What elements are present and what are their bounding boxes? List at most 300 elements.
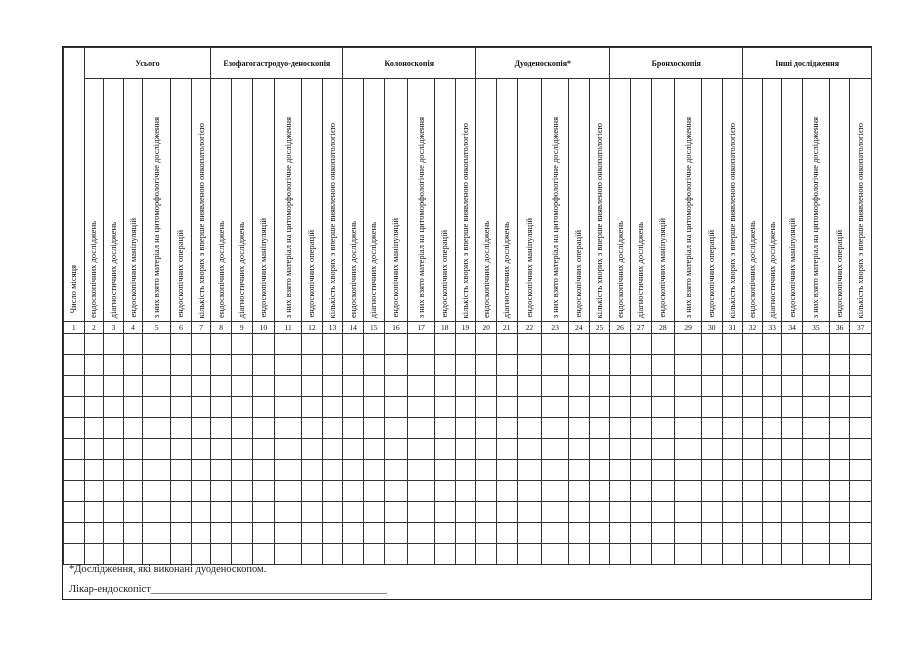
input-cell[interactable] (123, 481, 143, 502)
input-cell[interactable] (476, 355, 497, 376)
input-cell[interactable] (275, 523, 302, 544)
input-cell[interactable] (589, 418, 610, 439)
input-cell[interactable] (123, 439, 143, 460)
input-cell[interactable] (384, 418, 408, 439)
input-cell[interactable] (610, 376, 631, 397)
input-cell[interactable] (517, 376, 542, 397)
input-cell[interactable] (722, 502, 743, 523)
input-cell[interactable] (630, 460, 651, 481)
input-cell[interactable] (384, 334, 408, 355)
input-cell[interactable] (722, 418, 743, 439)
input-cell[interactable] (589, 523, 610, 544)
input-cell[interactable] (517, 544, 542, 565)
input-cell[interactable] (171, 460, 192, 481)
input-cell[interactable] (743, 376, 763, 397)
input-cell[interactable] (589, 502, 610, 523)
input-cell[interactable] (829, 439, 850, 460)
input-cell[interactable] (569, 355, 590, 376)
input-cell[interactable] (630, 481, 651, 502)
input-cell[interactable] (435, 334, 456, 355)
input-cell[interactable] (84, 355, 104, 376)
input-cell[interactable] (630, 439, 651, 460)
input-cell[interactable] (231, 481, 252, 502)
input-cell[interactable] (322, 355, 343, 376)
input-cell[interactable] (569, 502, 590, 523)
input-cell[interactable] (252, 376, 275, 397)
input-cell[interactable] (211, 502, 232, 523)
input-cell[interactable] (143, 397, 171, 418)
input-cell[interactable] (64, 481, 85, 502)
input-cell[interactable] (343, 397, 364, 418)
input-cell[interactable] (64, 334, 85, 355)
input-cell[interactable] (496, 439, 517, 460)
input-cell[interactable] (722, 460, 743, 481)
input-cell[interactable] (610, 523, 631, 544)
input-cell[interactable] (722, 334, 743, 355)
input-cell[interactable] (829, 460, 850, 481)
input-cell[interactable] (762, 376, 782, 397)
input-cell[interactable] (384, 376, 408, 397)
input-cell[interactable] (84, 460, 104, 481)
input-cell[interactable] (435, 355, 456, 376)
input-cell[interactable] (64, 397, 85, 418)
input-cell[interactable] (802, 523, 829, 544)
input-cell[interactable] (455, 397, 476, 418)
input-cell[interactable] (275, 460, 302, 481)
input-cell[interactable] (496, 376, 517, 397)
input-cell[interactable] (302, 460, 323, 481)
input-cell[interactable] (191, 355, 211, 376)
input-cell[interactable] (143, 376, 171, 397)
input-cell[interactable] (322, 544, 343, 565)
input-cell[interactable] (363, 376, 384, 397)
input-cell[interactable] (363, 481, 384, 502)
input-cell[interactable] (802, 439, 829, 460)
input-cell[interactable] (231, 334, 252, 355)
input-cell[interactable] (384, 397, 408, 418)
input-cell[interactable] (143, 523, 171, 544)
input-cell[interactable] (231, 523, 252, 544)
input-cell[interactable] (211, 376, 232, 397)
input-cell[interactable] (275, 355, 302, 376)
input-cell[interactable] (743, 544, 763, 565)
input-cell[interactable] (252, 502, 275, 523)
input-cell[interactable] (651, 544, 675, 565)
input-cell[interactable] (84, 502, 104, 523)
input-cell[interactable] (363, 397, 384, 418)
input-cell[interactable] (455, 460, 476, 481)
input-cell[interactable] (517, 439, 542, 460)
input-cell[interactable] (517, 334, 542, 355)
input-cell[interactable] (408, 523, 435, 544)
input-cell[interactable] (435, 502, 456, 523)
input-cell[interactable] (302, 418, 323, 439)
input-cell[interactable] (701, 397, 722, 418)
input-cell[interactable] (802, 334, 829, 355)
input-cell[interactable] (743, 418, 763, 439)
input-cell[interactable] (610, 418, 631, 439)
input-cell[interactable] (762, 502, 782, 523)
input-cell[interactable] (630, 502, 651, 523)
input-cell[interactable] (589, 460, 610, 481)
input-cell[interactable] (252, 523, 275, 544)
input-cell[interactable] (455, 439, 476, 460)
input-cell[interactable] (252, 460, 275, 481)
input-cell[interactable] (701, 460, 722, 481)
input-cell[interactable] (231, 397, 252, 418)
input-cell[interactable] (675, 523, 702, 544)
input-cell[interactable] (302, 523, 323, 544)
input-cell[interactable] (64, 544, 85, 565)
input-cell[interactable] (104, 397, 124, 418)
input-cell[interactable] (476, 334, 497, 355)
input-cell[interactable] (542, 481, 569, 502)
input-cell[interactable] (589, 544, 610, 565)
input-cell[interactable] (542, 397, 569, 418)
input-cell[interactable] (476, 481, 497, 502)
input-cell[interactable] (191, 523, 211, 544)
input-cell[interactable] (589, 481, 610, 502)
input-cell[interactable] (782, 523, 803, 544)
input-cell[interactable] (701, 544, 722, 565)
input-cell[interactable] (143, 460, 171, 481)
input-cell[interactable] (84, 397, 104, 418)
input-cell[interactable] (701, 523, 722, 544)
input-cell[interactable] (782, 481, 803, 502)
input-cell[interactable] (651, 460, 675, 481)
input-cell[interactable] (252, 355, 275, 376)
input-cell[interactable] (476, 502, 497, 523)
input-cell[interactable] (651, 481, 675, 502)
input-cell[interactable] (496, 355, 517, 376)
input-cell[interactable] (829, 481, 850, 502)
input-cell[interactable] (408, 418, 435, 439)
input-cell[interactable] (191, 481, 211, 502)
input-cell[interactable] (589, 397, 610, 418)
input-cell[interactable] (610, 397, 631, 418)
input-cell[interactable] (171, 334, 192, 355)
input-cell[interactable] (569, 397, 590, 418)
input-cell[interactable] (211, 460, 232, 481)
input-cell[interactable] (275, 544, 302, 565)
input-cell[interactable] (630, 397, 651, 418)
input-cell[interactable] (762, 523, 782, 544)
input-cell[interactable] (64, 523, 85, 544)
input-cell[interactable] (782, 439, 803, 460)
input-cell[interactable] (322, 397, 343, 418)
input-cell[interactable] (343, 376, 364, 397)
input-cell[interactable] (542, 418, 569, 439)
input-cell[interactable] (343, 544, 364, 565)
input-cell[interactable] (802, 481, 829, 502)
input-cell[interactable] (231, 502, 252, 523)
input-cell[interactable] (762, 418, 782, 439)
input-cell[interactable] (496, 397, 517, 418)
input-cell[interactable] (143, 418, 171, 439)
input-cell[interactable] (802, 418, 829, 439)
input-cell[interactable] (542, 439, 569, 460)
input-cell[interactable] (675, 334, 702, 355)
input-cell[interactable] (363, 439, 384, 460)
input-cell[interactable] (651, 355, 675, 376)
input-cell[interactable] (569, 439, 590, 460)
input-cell[interactable] (343, 355, 364, 376)
input-cell[interactable] (231, 460, 252, 481)
input-cell[interactable] (701, 418, 722, 439)
input-cell[interactable] (651, 397, 675, 418)
input-cell[interactable] (455, 502, 476, 523)
input-cell[interactable] (84, 523, 104, 544)
input-cell[interactable] (476, 439, 497, 460)
input-cell[interactable] (322, 376, 343, 397)
input-cell[interactable] (743, 355, 763, 376)
input-cell[interactable] (322, 439, 343, 460)
input-cell[interactable] (343, 439, 364, 460)
input-cell[interactable] (104, 502, 124, 523)
input-cell[interactable] (123, 523, 143, 544)
input-cell[interactable] (322, 481, 343, 502)
input-cell[interactable] (123, 397, 143, 418)
input-cell[interactable] (782, 418, 803, 439)
input-cell[interactable] (104, 355, 124, 376)
input-cell[interactable] (143, 544, 171, 565)
input-cell[interactable] (104, 439, 124, 460)
input-cell[interactable] (384, 460, 408, 481)
input-cell[interactable] (496, 334, 517, 355)
input-cell[interactable] (610, 355, 631, 376)
input-cell[interactable] (630, 544, 651, 565)
input-cell[interactable] (435, 376, 456, 397)
input-cell[interactable] (589, 334, 610, 355)
input-cell[interactable] (363, 460, 384, 481)
input-cell[interactable] (302, 397, 323, 418)
input-cell[interactable] (84, 481, 104, 502)
input-cell[interactable] (384, 439, 408, 460)
input-cell[interactable] (104, 460, 124, 481)
input-cell[interactable] (542, 460, 569, 481)
input-cell[interactable] (517, 355, 542, 376)
input-cell[interactable] (211, 418, 232, 439)
input-cell[interactable] (829, 544, 850, 565)
input-cell[interactable] (610, 544, 631, 565)
input-cell[interactable] (762, 355, 782, 376)
input-cell[interactable] (104, 334, 124, 355)
input-cell[interactable] (435, 544, 456, 565)
input-cell[interactable] (722, 355, 743, 376)
input-cell[interactable] (64, 502, 85, 523)
input-cell[interactable] (343, 481, 364, 502)
input-cell[interactable] (322, 418, 343, 439)
input-cell[interactable] (143, 355, 171, 376)
input-cell[interactable] (675, 418, 702, 439)
input-cell[interactable] (343, 460, 364, 481)
input-cell[interactable] (743, 523, 763, 544)
input-cell[interactable] (569, 418, 590, 439)
input-cell[interactable] (435, 439, 456, 460)
input-cell[interactable] (762, 481, 782, 502)
input-cell[interactable] (569, 481, 590, 502)
input-cell[interactable] (171, 481, 192, 502)
input-cell[interactable] (829, 334, 850, 355)
input-cell[interactable] (722, 439, 743, 460)
input-cell[interactable] (64, 418, 85, 439)
input-cell[interactable] (64, 376, 85, 397)
input-cell[interactable] (408, 334, 435, 355)
input-cell[interactable] (191, 418, 211, 439)
input-cell[interactable] (171, 544, 192, 565)
input-cell[interactable] (476, 460, 497, 481)
input-cell[interactable] (762, 544, 782, 565)
input-cell[interactable] (762, 334, 782, 355)
input-cell[interactable] (302, 502, 323, 523)
input-cell[interactable] (517, 502, 542, 523)
input-cell[interactable] (829, 397, 850, 418)
input-cell[interactable] (802, 355, 829, 376)
input-cell[interactable] (171, 355, 192, 376)
input-cell[interactable] (455, 544, 476, 565)
input-cell[interactable] (143, 439, 171, 460)
input-cell[interactable] (630, 376, 651, 397)
input-cell[interactable] (850, 523, 872, 544)
input-cell[interactable] (850, 334, 872, 355)
input-cell[interactable] (123, 544, 143, 565)
input-cell[interactable] (651, 439, 675, 460)
input-cell[interactable] (191, 376, 211, 397)
input-cell[interactable] (252, 397, 275, 418)
input-cell[interactable] (123, 355, 143, 376)
input-cell[interactable] (343, 418, 364, 439)
input-cell[interactable] (302, 334, 323, 355)
input-cell[interactable] (275, 481, 302, 502)
input-cell[interactable] (191, 397, 211, 418)
input-cell[interactable] (231, 544, 252, 565)
input-cell[interactable] (231, 418, 252, 439)
input-cell[interactable] (384, 502, 408, 523)
input-cell[interactable] (363, 355, 384, 376)
input-cell[interactable] (104, 523, 124, 544)
input-cell[interactable] (701, 439, 722, 460)
input-cell[interactable] (675, 460, 702, 481)
input-cell[interactable] (850, 418, 872, 439)
input-cell[interactable] (829, 376, 850, 397)
input-cell[interactable] (252, 418, 275, 439)
input-cell[interactable] (363, 523, 384, 544)
input-cell[interactable] (675, 544, 702, 565)
input-cell[interactable] (589, 355, 610, 376)
input-cell[interactable] (435, 397, 456, 418)
input-cell[interactable] (542, 544, 569, 565)
input-cell[interactable] (850, 460, 872, 481)
input-cell[interactable] (252, 334, 275, 355)
input-cell[interactable] (64, 460, 85, 481)
input-cell[interactable] (762, 397, 782, 418)
input-cell[interactable] (610, 439, 631, 460)
input-cell[interactable] (701, 502, 722, 523)
input-cell[interactable] (675, 376, 702, 397)
input-cell[interactable] (850, 397, 872, 418)
input-cell[interactable] (408, 481, 435, 502)
input-cell[interactable] (569, 376, 590, 397)
input-cell[interactable] (64, 439, 85, 460)
input-cell[interactable] (476, 397, 497, 418)
input-cell[interactable] (722, 376, 743, 397)
input-cell[interactable] (782, 334, 803, 355)
input-cell[interactable] (802, 376, 829, 397)
input-cell[interactable] (743, 397, 763, 418)
input-cell[interactable] (84, 376, 104, 397)
input-cell[interactable] (589, 376, 610, 397)
input-cell[interactable] (476, 544, 497, 565)
input-cell[interactable] (651, 334, 675, 355)
input-cell[interactable] (104, 544, 124, 565)
input-cell[interactable] (850, 376, 872, 397)
input-cell[interactable] (630, 355, 651, 376)
input-cell[interactable] (542, 502, 569, 523)
input-cell[interactable] (384, 544, 408, 565)
input-cell[interactable] (104, 481, 124, 502)
input-cell[interactable] (610, 481, 631, 502)
input-cell[interactable] (408, 439, 435, 460)
input-cell[interactable] (143, 481, 171, 502)
input-cell[interactable] (123, 418, 143, 439)
input-cell[interactable] (542, 376, 569, 397)
input-cell[interactable] (191, 502, 211, 523)
input-cell[interactable] (64, 355, 85, 376)
input-cell[interactable] (802, 397, 829, 418)
input-cell[interactable] (171, 418, 192, 439)
input-cell[interactable] (275, 334, 302, 355)
input-cell[interactable] (630, 523, 651, 544)
signature-line[interactable]: Лікар-ендоскопіст_____________________________________________ (69, 584, 388, 595)
input-cell[interactable] (252, 481, 275, 502)
input-cell[interactable] (252, 544, 275, 565)
input-cell[interactable] (384, 523, 408, 544)
input-cell[interactable] (630, 418, 651, 439)
input-cell[interactable] (84, 418, 104, 439)
input-cell[interactable] (171, 439, 192, 460)
input-cell[interactable] (829, 502, 850, 523)
input-cell[interactable] (630, 334, 651, 355)
input-cell[interactable] (211, 334, 232, 355)
input-cell[interactable] (782, 502, 803, 523)
input-cell[interactable] (743, 334, 763, 355)
input-cell[interactable] (569, 544, 590, 565)
input-cell[interactable] (455, 376, 476, 397)
input-cell[interactable] (252, 439, 275, 460)
input-cell[interactable] (762, 460, 782, 481)
input-cell[interactable] (191, 439, 211, 460)
input-cell[interactable] (675, 355, 702, 376)
input-cell[interactable] (496, 481, 517, 502)
input-cell[interactable] (517, 397, 542, 418)
input-cell[interactable] (171, 502, 192, 523)
input-cell[interactable] (275, 439, 302, 460)
input-cell[interactable] (435, 481, 456, 502)
input-cell[interactable] (143, 334, 171, 355)
input-cell[interactable] (191, 460, 211, 481)
input-cell[interactable] (275, 502, 302, 523)
input-cell[interactable] (675, 439, 702, 460)
input-cell[interactable] (743, 439, 763, 460)
input-cell[interactable] (322, 334, 343, 355)
input-cell[interactable] (191, 544, 211, 565)
input-cell[interactable] (408, 544, 435, 565)
input-cell[interactable] (802, 544, 829, 565)
input-cell[interactable] (701, 376, 722, 397)
input-cell[interactable] (275, 418, 302, 439)
input-cell[interactable] (211, 523, 232, 544)
input-cell[interactable] (782, 397, 803, 418)
